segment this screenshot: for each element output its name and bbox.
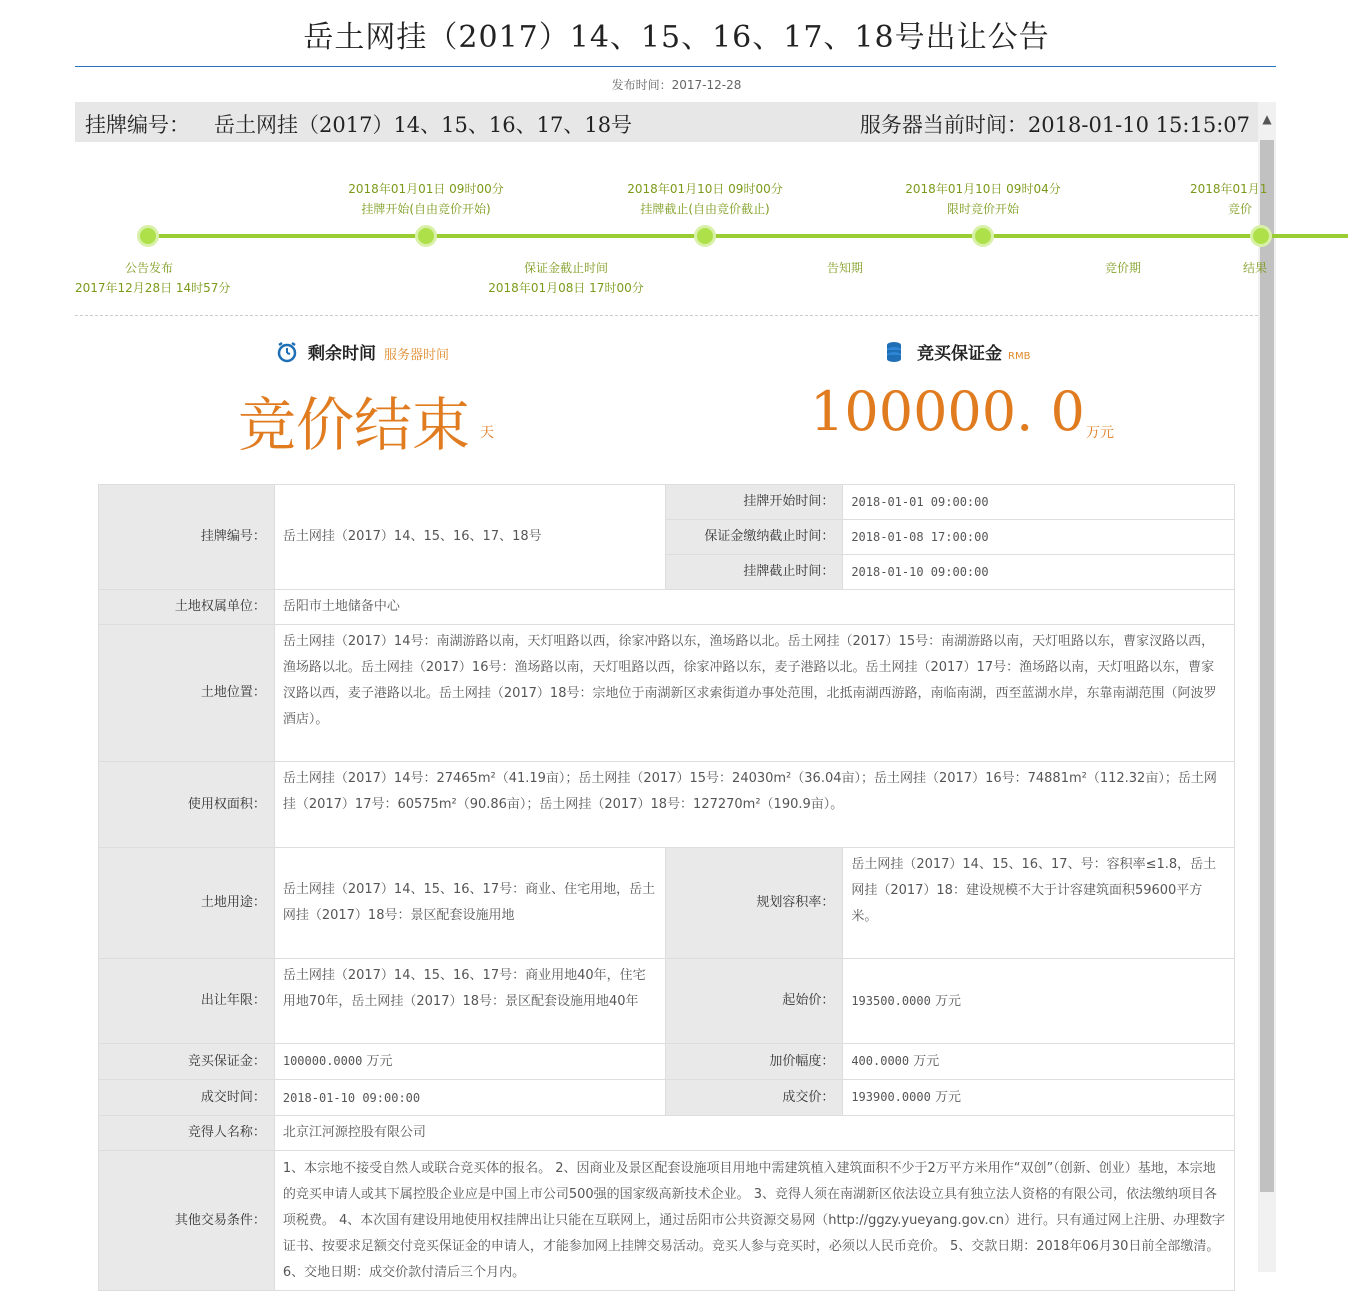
timeline-top-label: 2018年01月1 竞价 [1190, 182, 1268, 216]
deposit-unit: 万元 [1086, 425, 1114, 441]
deposit-deadline-key: 保证金缴纳截止时间： [666, 520, 843, 555]
deposit-value: 100000. 0 [810, 380, 1085, 443]
listing-no-val: 岳土网挂（2017）14、15、16、17、18号 [274, 485, 666, 590]
remaining-time-value: 竞价结束 [238, 391, 471, 459]
timeline-line [148, 234, 1348, 238]
term-key: 出让年限： [99, 959, 275, 1044]
timeline-node [972, 225, 994, 247]
coins-icon [885, 341, 903, 368]
deal-time-key: 成交时间： [99, 1080, 275, 1116]
owner-key: 土地权属单位： [99, 590, 275, 625]
listing-details-table [98, 484, 1235, 1291]
winner-val: 北京江河源控股有限公司 [274, 1116, 1234, 1151]
winner-key: 竞得人名称： [99, 1116, 275, 1151]
timeline-node [137, 225, 159, 247]
far-val: 岳土网挂（2017）14、15、16、17、号：容积率≤1.8，岳土网挂（2017）18：建设规模不大于计容建筑面积59600平方米。 [843, 848, 1235, 959]
listing-no-key: 挂牌编号： [99, 485, 275, 590]
timeline-node [1250, 225, 1272, 247]
remaining-time-header: 剩余时间 服务器时间 [276, 339, 449, 368]
start-price-cell: 193500.0000 万元 [843, 959, 1235, 1044]
location-val: 岳土网挂（2017）14号：南湖游路以南，天灯咀路以西，徐家冲路以东，渔场路以北。岳土网挂（2017）15号：南湖游路以南，天灯咀路以东，曹家汊路以西，渔场路以北。岳土网挂（2017）16号：渔场路以南，天灯咀路以西，徐家冲路以东，麦子港路以北。岳土网挂（2017）17号：渔场路以南，天灯咀路以东，曹家汊路以西，麦子港路以北。岳土网挂（2017）18号：宗地位于南湖新区求索街道办事处范围，北抵南湖西游路，南临南湖，西至蓝湖水岸，东靠南湖范围（阿波罗酒店）。 [274, 625, 1234, 762]
timeline-node [415, 225, 437, 247]
deal-price-key: 成交价： [666, 1080, 843, 1116]
step-key: 加价幅度： [666, 1044, 843, 1080]
deal-price-cell: 193900.0000 万元 [843, 1080, 1235, 1116]
owner-val: 岳阳市土地储备中心 [274, 590, 1234, 625]
remaining-time-unit: 天 [480, 425, 494, 441]
timeline-top-label: 2018年01月10日 09时04分 限时竞价开始 [905, 182, 1061, 216]
timeline-bottom-label: 告知期 [826, 261, 863, 275]
end-time-key: 挂牌截止时间： [666, 555, 843, 590]
server-time-value: 2018-01-10 15:15:07 [1027, 113, 1250, 137]
timeline-top-label: 2018年01月10日 09时00分 挂牌截止(自由竞价截止) [627, 182, 783, 216]
location-key: 土地位置： [99, 625, 275, 762]
section-divider [75, 315, 1258, 316]
bond-key: 竞买保证金： [99, 1044, 275, 1080]
start-price-key: 起始价： [666, 959, 843, 1044]
other-conditions-val: 1、本宗地不接受自然人或联合竞买体的报名。 2、因商业及景区配套设施项目用地中需建筑植入建筑面积不少于2万平方米用作“双创”（创新、创业）基地，本宗地的竞买申请人或其下属控股企业应是中国上市公司500强的国家级高新技术企业。 3、竞得人须在南湖新区依法设立具有独立法人资格的有限公司，依法缴纳项目各项税费。 4、本次国有建设用地使用权挂牌出让只能在互联网上，通过岳阳市公共资源交易网（http://ggzy.yueyang.gov.cn）进行。只有通过网上注册、办理数字证书、按要求足额交付竞买保证金的申请人，才能参加网上挂牌交易活动。竞买人参与竞买时，必须以人民币竞价。 5、交款日期：2018年06月30日前全部缴清。 6、交地日期：成交价款付清后三个月内。 [274, 1151, 1234, 1291]
bond-cell: 100000.0000 万元 [274, 1044, 666, 1080]
server-time-label: 服务器当前时间： [859, 113, 1028, 137]
publish-time: 发布时间：2017-12-28 [611, 78, 742, 92]
step-cell: 400.0000 万元 [843, 1044, 1235, 1080]
area-key: 使用权面积： [99, 762, 275, 848]
start-time-key: 挂牌开始时间： [666, 485, 843, 520]
land-use-key: 土地用途： [99, 848, 275, 959]
deposit-deadline-val: 2018-01-08 17:00:00 [843, 520, 1235, 555]
listing-header-bar [75, 102, 1258, 142]
scrollbar-thumb[interactable] [1260, 140, 1274, 1192]
far-key: 规划容积率： [666, 848, 843, 959]
deposit-header: 竞买保证金 RMB [885, 339, 1030, 368]
deal-time-val: 2018-01-10 09:00:00 [274, 1080, 666, 1116]
end-time-val: 2018-01-10 09:00:00 [843, 555, 1235, 590]
listing-no-value: 岳土网挂（2017）14、15、16、17、18号 [214, 113, 633, 137]
start-time-val: 2018-01-01 09:00:00 [843, 485, 1235, 520]
land-use-val: 岳土网挂（2017）14、15、16、17号：商业、住宅用地，岳土网挂（2017）18号：景区配套设施用地 [274, 848, 666, 959]
timeline-bottom-label: 竞价期 [1104, 261, 1141, 275]
timeline-node [694, 225, 716, 247]
other-conditions-key: 其他交易条件： [99, 1151, 275, 1291]
timeline-top-label: 2018年01月01日 09时00分 挂牌开始(自由竞价开始) [348, 182, 504, 216]
scroll-up-icon[interactable]: ▲ [1262, 112, 1272, 126]
term-val: 岳土网挂（2017）14、15、16、17号：商业用地40年，住宅用地70年，岳土网挂（2017）18号：景区配套设施用地40年 [274, 959, 666, 1044]
timeline-bottom-label: 公告发布 2017年12月28日 14时57分 [75, 261, 231, 295]
progress-timeline [75, 142, 1268, 317]
page-title: 岳土网挂（2017）14、15、16、17、18号出让公告 [303, 20, 1050, 55]
title-divider [75, 66, 1276, 67]
alarm-clock-icon [276, 341, 298, 368]
timeline-bottom-label: 结果 [1242, 261, 1267, 275]
area-val: 岳土网挂（2017）14号：27465m²（41.19亩）；岳土网挂（2017）15号：24030m²（36.04亩）；岳土网挂（2017）16号：74881m²（112.32亩）；岳土网挂（2017）17号：60575m²（90.86亩）；岳土网挂（2017）18号：127270m²（190.9亩）。 [274, 762, 1234, 848]
timeline-bottom-label: 保证金截止时间 2018年01月08日 17时00分 [488, 261, 644, 295]
listing-no-label: 挂牌编号： [85, 113, 190, 137]
